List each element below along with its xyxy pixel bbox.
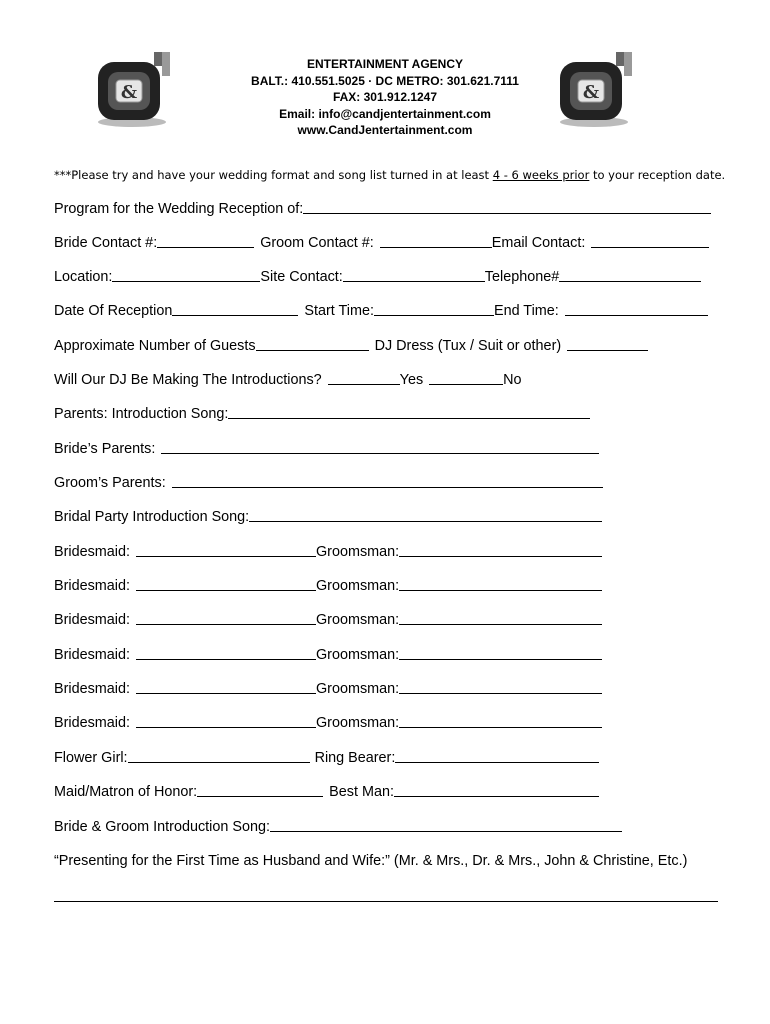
ring-bearer-field[interactable] xyxy=(395,747,599,763)
brides-parents-label: Bride’s Parents: xyxy=(54,441,156,457)
telephone-field[interactable] xyxy=(559,266,701,282)
groomsman-field[interactable] xyxy=(399,712,602,728)
note-pre: ***Please try and have your wedding format and song list turned in at least xyxy=(54,168,493,182)
date-of-reception-label: Date Of Reception xyxy=(54,303,173,319)
svg-text:&: & xyxy=(120,82,138,103)
instructions-note xyxy=(54,168,725,182)
fax-number: FAX: 301.912.1247 xyxy=(332,90,438,104)
parents-intro-song-label: Parents: Introduction Song: xyxy=(54,406,229,422)
site-contact-field[interactable] xyxy=(343,266,485,282)
start-time-label: Start Time: xyxy=(304,303,374,319)
form-row-grooms-parents xyxy=(54,471,603,491)
groomsman-field[interactable] xyxy=(399,644,602,660)
form-row-attendants-1 xyxy=(54,540,602,560)
best-man-field[interactable] xyxy=(394,781,599,797)
form-row-guests xyxy=(54,334,648,354)
note-emphasis: 4 - 6 weeks prior xyxy=(492,168,590,182)
form-row-bg-song xyxy=(54,815,622,835)
form-row-location xyxy=(54,265,701,285)
dj-intro-label: Will Our DJ Be Making The Introductions? xyxy=(54,372,322,388)
groomsman-field[interactable] xyxy=(399,575,602,591)
email-address: Email: info@candjentertainment.com xyxy=(279,106,491,121)
flower-girl-label: Flower Girl: xyxy=(54,750,128,766)
groomsman-field[interactable] xyxy=(399,678,602,694)
bridesmaid-label: Bridesmaid: xyxy=(54,647,130,663)
grooms-parents-label: Groom’s Parents: xyxy=(54,475,166,491)
bridesmaid-field[interactable] xyxy=(136,712,316,728)
approx-guests-label: Approximate Number of Guests xyxy=(54,338,256,354)
website: www.CandJentertainment.com xyxy=(297,123,473,137)
form-row-presenting xyxy=(54,849,687,869)
start-time-field[interactable] xyxy=(374,300,494,316)
bridesmaid-field[interactable] xyxy=(136,609,316,625)
dj-intro-yes-label: Yes xyxy=(399,372,424,388)
presenting-answer-line[interactable] xyxy=(54,901,718,902)
site-contact-label: Site Contact: xyxy=(260,269,343,285)
bride-contact-label: Bride Contact #: xyxy=(54,235,158,251)
email-contact-label: Email Contact: xyxy=(491,235,586,251)
groomsman-field[interactable] xyxy=(399,609,602,625)
note-post: to your reception date. xyxy=(589,168,726,182)
bridesmaid-label: Bridesmaid: xyxy=(54,715,130,731)
approx-guests-field[interactable] xyxy=(256,335,369,351)
groomsman-label: Groomsman: xyxy=(315,647,400,663)
date-of-reception-field[interactable] xyxy=(172,300,298,316)
location-field[interactable] xyxy=(112,266,260,282)
letterhead xyxy=(0,56,770,139)
telephone-label: Telephone# xyxy=(484,269,560,285)
form-row-attendants-6 xyxy=(54,711,602,731)
bride-contact-field[interactable] xyxy=(157,232,254,248)
email-contact-field[interactable] xyxy=(591,232,709,248)
bridesmaid-field[interactable] xyxy=(136,541,316,557)
phone-numbers: BALT.: 410.551.5025 · DC METRO: 301.621.7111 xyxy=(251,73,519,88)
end-time-label: End Time: xyxy=(493,303,559,319)
groom-contact-field[interactable] xyxy=(380,232,492,248)
bg-intro-song-label: Bride & Groom Introduction Song: xyxy=(54,819,270,835)
svg-text:&: & xyxy=(582,82,600,103)
bridesmaid-label: Bridesmaid: xyxy=(54,578,130,594)
form-row-parents-song xyxy=(54,402,590,422)
dj-intro-no-label: No xyxy=(503,372,522,388)
bridesmaid-field[interactable] xyxy=(136,644,316,660)
parents-intro-song-field[interactable] xyxy=(228,403,590,419)
maid-matron-label: Maid/Matron of Honor: xyxy=(54,784,198,800)
form-row-brides-parents xyxy=(54,437,599,457)
grooms-parents-field[interactable] xyxy=(172,472,603,488)
bridesmaid-label: Bridesmaid: xyxy=(54,544,130,560)
program-label: Program for the Wedding Reception of: xyxy=(54,201,304,217)
form-row-date xyxy=(54,299,708,319)
form-row-attendants-5 xyxy=(54,677,602,697)
bridesmaid-field[interactable] xyxy=(136,678,316,694)
form-row-attendants-4 xyxy=(54,643,602,663)
bridal-party-song-label: Bridal Party Introduction Song: xyxy=(54,509,250,525)
form-row-flower-ring xyxy=(54,746,599,766)
program-field[interactable] xyxy=(303,198,711,214)
brides-parents-field[interactable] xyxy=(161,438,599,454)
bridesmaid-label: Bridesmaid: xyxy=(54,612,130,628)
groomsman-label: Groomsman: xyxy=(315,715,400,731)
dj-dress-field[interactable] xyxy=(567,335,648,351)
form-row-honor xyxy=(54,780,599,800)
dj-intro-no-field[interactable] xyxy=(429,369,503,385)
form-row-bridal-party-song xyxy=(54,505,602,525)
groomsman-label: Groomsman: xyxy=(315,612,400,628)
bg-intro-song-field[interactable] xyxy=(270,816,622,832)
groomsman-label: Groomsman: xyxy=(315,681,400,697)
dj-dress-label: DJ Dress (Tux / Suit or other) xyxy=(374,338,562,354)
maid-matron-field[interactable] xyxy=(197,781,323,797)
form-row-attendants-2 xyxy=(54,574,602,594)
bridesmaid-field[interactable] xyxy=(136,575,316,591)
groom-contact-label: Groom Contact #: xyxy=(260,235,374,251)
form-row-program xyxy=(54,197,711,217)
groomsman-label: Groomsman: xyxy=(315,544,400,560)
flower-girl-field[interactable] xyxy=(128,747,310,763)
best-man-label: Best Man: xyxy=(329,784,394,800)
bridal-party-song-field[interactable] xyxy=(249,506,602,522)
form-row-dj-intro xyxy=(54,368,522,388)
agency-name: ENTERTAINMENT AGENCY xyxy=(307,57,463,71)
bridesmaid-label: Bridesmaid: xyxy=(54,681,130,697)
dj-intro-yes-field[interactable] xyxy=(328,369,400,385)
groomsman-label: Groomsman: xyxy=(315,578,400,594)
presenting-label: “Presenting for the First Time as Husband and Wife:” (Mr. & Mrs., Dr. & Mrs., John & Christine, Etc.) xyxy=(54,853,688,869)
form-row-contacts xyxy=(54,231,709,251)
end-time-field[interactable] xyxy=(565,300,708,316)
groomsman-field[interactable] xyxy=(399,541,602,557)
form-row-attendants-3 xyxy=(54,608,602,628)
location-label: Location: xyxy=(54,269,113,285)
ring-bearer-label: Ring Bearer: xyxy=(314,750,396,766)
